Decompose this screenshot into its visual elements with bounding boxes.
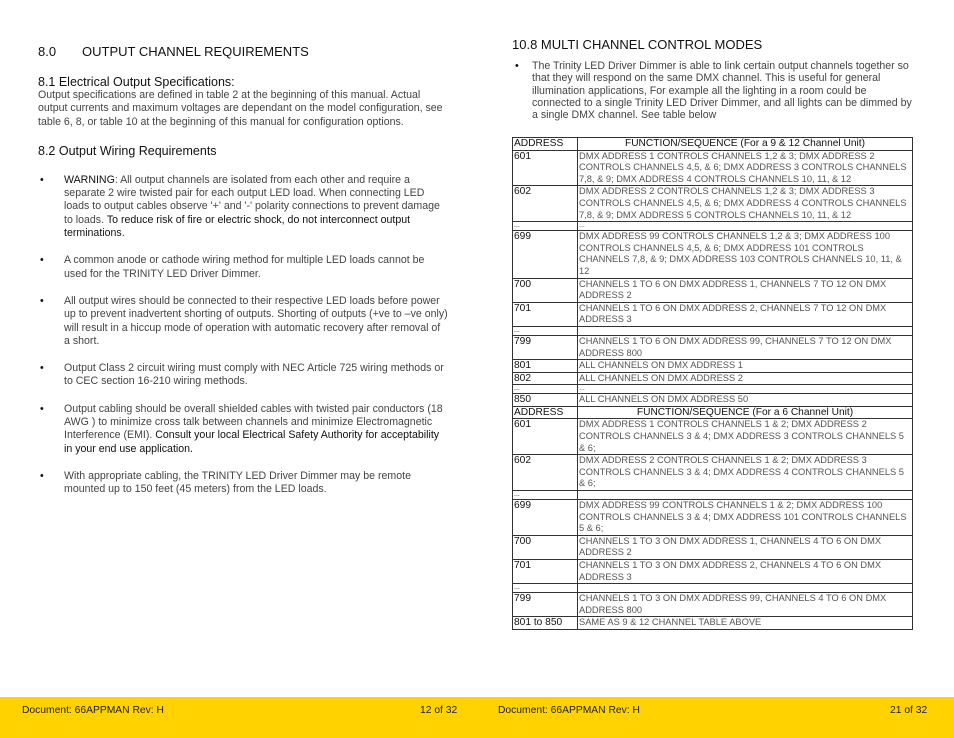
address-cell: 700 [513, 535, 578, 559]
table-row [513, 455, 913, 491]
function-cell: ... [578, 385, 913, 394]
section-number: 8.0 [38, 44, 57, 59]
header-address: ADDRESS [513, 138, 578, 151]
subsection-8-1-title: 8.1 Electrical Output Specifications: [38, 75, 235, 89]
table-row [513, 584, 913, 593]
function-cell: DMX ADDRESS 2 CONTROLS CHANNELS 1,2 & 3; DMX ADDRESS 3 CONTROLS CHANNELS 4,5, & 6; DMX ADDRESS 4 CONTROLS CHANNELS 7,8, & 9; DMX ADDRESS 5 CONTROLS CHANNELS 10, 11, & 12 [578, 186, 913, 222]
function-cell [578, 326, 913, 335]
table-row [513, 372, 913, 385]
bullet-dot: • [40, 362, 44, 375]
address-cell: ... [513, 491, 578, 500]
left-page-content [38, 44, 448, 497]
table-row [513, 150, 913, 186]
function-cell: ALL CHANNELS ON DMX ADDRESS 2 [578, 372, 913, 385]
table-row [513, 360, 913, 373]
multi-channel-title: 10.8 MULTI CHANNEL CONTROL MODES [512, 37, 763, 52]
function-cell: ALL CHANNELS ON DMX ADDRESS 50 [578, 394, 913, 407]
section-title: OUTPUT CHANNEL REQUIREMENTS [82, 44, 309, 59]
table-row [513, 278, 913, 302]
address-cell: 802 [513, 372, 578, 385]
shielded-cable-emphasis: Consult your local Electrical Safety Authority for acceptability in your end use application. [64, 429, 440, 455]
connect-before-power-text: All output wires should be connected to their respective LED loads before power up to prevent inadvertent shorting of outputs. Shorting of outputs (+ve to –ve only) will result in a hiccup mode of operation with automatic recovery after removal of a short. [64, 294, 448, 347]
bullet-class2-wiring [38, 362, 448, 389]
bullet-warning [38, 174, 448, 240]
warning-text: : All output channels are isolated from each other and require a separate 2 wire twisted pair for each output LED load. When connecting LED loads to output cables observe '+' and '-' polarity connections to prevent damage to loads. [64, 173, 440, 226]
multi-channel-table [512, 137, 913, 630]
function-cell: DMX ADDRESS 99 CONTROLS CHANNELS 1,2 & 3; DMX ADDRESS 100 CONTROLS CHANNELS 4,5, & 6; DMX ADDRESS 101 CONTROLS CHANNELS 7,8, & 9; DMX ADDRESS 103 CONTROLS CHANNELS 10, 11, & 12 [578, 231, 913, 278]
multi-channel-table-body [513, 138, 913, 630]
bullet-dot: • [40, 254, 44, 267]
function-cell: DMX ADDRESS 1 CONTROLS CHANNELS 1,2 & 3; DMX ADDRESS 2 CONTROLS CHANNELS 4,5, & 6; DMX ADDRESS 3 CONTROLS CHANNELS 7,8, & 9; DMX ADDRESS 4 CONTROLS CHANNELS 10, 11, & 12 [578, 150, 913, 186]
function-cell: SAME AS 9 & 12 CHANNEL TABLE ABOVE [578, 617, 913, 630]
address-cell: 850 [513, 394, 578, 407]
table-row [513, 593, 913, 617]
footer-right-page-number: 21 of 32 [890, 705, 928, 716]
function-cell: ... [578, 222, 913, 231]
wiring-bullet-list [38, 174, 448, 497]
function-cell: CHANNELS 1 TO 6 ON DMX ADDRESS 2, CHANNELS 7 TO 12 ON DMX ADDRESS 3 [578, 302, 913, 326]
address-cell: 701 [513, 560, 578, 584]
table-row [513, 535, 913, 559]
bullet-shielded-cable [38, 403, 448, 456]
table-row [513, 500, 913, 536]
header-function: FUNCTION/SEQUENCE (For a 9 & 12 Channel Unit) [578, 138, 913, 151]
multi-channel-intro [512, 60, 914, 121]
bullet-connect-before-power [38, 295, 448, 348]
function-cell: ALL CHANNELS ON DMX ADDRESS 1 [578, 360, 913, 373]
table-row [513, 186, 913, 222]
table-row [513, 560, 913, 584]
function-cell: CHANNELS 1 TO 6 ON DMX ADDRESS 1, CHANNELS 7 TO 12 ON DMX ADDRESS 2 [578, 278, 913, 302]
common-anode-text: A common anode or cathode wiring method for multiple LED loads cannot be used for the TRINITY LED Driver Dimmer. [64, 254, 425, 280]
bullet-dot: • [515, 60, 519, 72]
right-page-content [512, 37, 914, 121]
address-cell: 701 [513, 302, 578, 326]
table-header-row [513, 138, 913, 151]
address-cell: 602 [513, 186, 578, 222]
function-cell: CHANNELS 1 TO 3 ON DMX ADDRESS 1, CHANNELS 4 TO 6 ON DMX ADDRESS 2 [578, 535, 913, 559]
address-cell: 801 to 850 [513, 617, 578, 630]
footer-bar [0, 697, 954, 738]
table-row [513, 302, 913, 326]
bullet-dot: • [40, 173, 44, 186]
address-cell: 801 [513, 360, 578, 373]
function-cell: CHANNELS 1 TO 3 ON DMX ADDRESS 2, CHANNELS 4 TO 6 ON DMX ADDRESS 3 [578, 560, 913, 584]
section-heading [38, 44, 448, 59]
bullet-remote-mount [38, 470, 448, 497]
table-row [513, 231, 913, 278]
function-cell: DMX ADDRESS 1 CONTROLS CHANNELS 1 & 2; DMX ADDRESS 2 CONTROLS CHANNELS 3 & 4; DMX ADDRESS 3 CONTROLS CHANNELS 5 & 6; [578, 419, 913, 455]
footer-right-document: Document: 66APPMAN Rev: H [498, 705, 640, 716]
function-cell: DMX ADDRESS 2 CONTROLS CHANNELS 1 & 2; DMX ADDRESS 3 CONTROLS CHANNELS 3 & 4; DMX ADDRESS 4 CONTROLS CHANNELS 5 & 6; [578, 455, 913, 491]
remote-mount-text: With appropriate cabling, the TRINITY LED Driver Dimmer may be remote mounted up to 150 feet (45 meters) from the LED loads. [64, 469, 411, 496]
address-cell: ... [513, 584, 578, 593]
address-cell: 799 [513, 335, 578, 359]
table-row [513, 326, 913, 335]
address-cell: 602 [513, 455, 578, 491]
address-cell: 699 [513, 231, 578, 278]
address-cell: ... [513, 222, 578, 231]
bullet-dot: • [40, 469, 44, 482]
address-cell: ... [513, 385, 578, 394]
function-cell: CHANNELS 1 TO 3 ON DMX ADDRESS 99, CHANNELS 4 TO 6 ON DMX ADDRESS 800 [578, 593, 913, 617]
table-row [513, 491, 913, 500]
function-cell: DMX ADDRESS 99 CONTROLS CHANNELS 1 & 2; DMX ADDRESS 100 CONTROLS CHANNELS 3 & 4; DMX ADDRESS 101 CONTROLS CHANNELS 5 & 6; [578, 500, 913, 536]
table-row [513, 394, 913, 407]
address-cell: ... [513, 326, 578, 335]
function-cell: CHANNELS 1 TO 6 ON DMX ADDRESS 99, CHANNELS 7 TO 12 ON DMX ADDRESS 800 [578, 335, 913, 359]
warning-label: WARNING [64, 173, 115, 186]
address-cell: 700 [513, 278, 578, 302]
address-cell: 601 [513, 150, 578, 186]
warning-emphasis: To reduce risk of fire or electric shock, do not interconnect output terminations. [64, 213, 411, 240]
footer-left-page-number: 12 of 32 [420, 705, 458, 716]
class2-wiring-text: Output Class 2 circuit wiring must comply with NEC Article 725 wiring methods or to CEC section 16-210 wiring methods. [64, 362, 444, 388]
address-cell: 799 [513, 593, 578, 617]
bullet-common-anode [38, 254, 448, 281]
header-address: ADDRESS [513, 406, 578, 419]
address-cell: 601 [513, 419, 578, 455]
bullet-dot: • [40, 402, 44, 415]
table-row [513, 617, 913, 630]
subsection-8-1-body: Output specifications are defined in table 2 at the beginning of this manual. Actual output currents and maximum voltages are dependant on the model configuration, see table 6, 8, or table 10 at the beginning of this manual for configuration options. [38, 89, 443, 128]
function-cell [578, 584, 913, 593]
function-cell [578, 491, 913, 500]
table-row [513, 222, 913, 231]
multi-channel-intro-text: The Trinity LED Driver Dimmer is able to link certain output channels together so that they will respond on the same DMX channel. This is useful for general illumination applications, For example all the lighting in a room could be connected to a single Trinity LED Driver Dimmer, and all lights can be dimmed by a single DMX channel. See table below [532, 60, 912, 122]
bullet-dot: • [40, 294, 44, 307]
table-row [513, 385, 913, 394]
address-cell: 699 [513, 500, 578, 536]
footer-left-document: Document: 66APPMAN Rev: H [22, 705, 164, 716]
table-row [513, 419, 913, 455]
table-row [513, 335, 913, 359]
header-function: FUNCTION/SEQUENCE (For a 6 Channel Unit) [578, 406, 913, 419]
subsection-8-2-title: 8.2 Output Wiring Requirements [38, 143, 217, 158]
table-header-row [513, 406, 913, 419]
shielded-cable-text: Output cabling should be overall shielded cables with twisted pair conductors (18 AWG ) to minimize cross talk between channels and minimize Electromagnetic Interference (EMI). [64, 402, 443, 442]
